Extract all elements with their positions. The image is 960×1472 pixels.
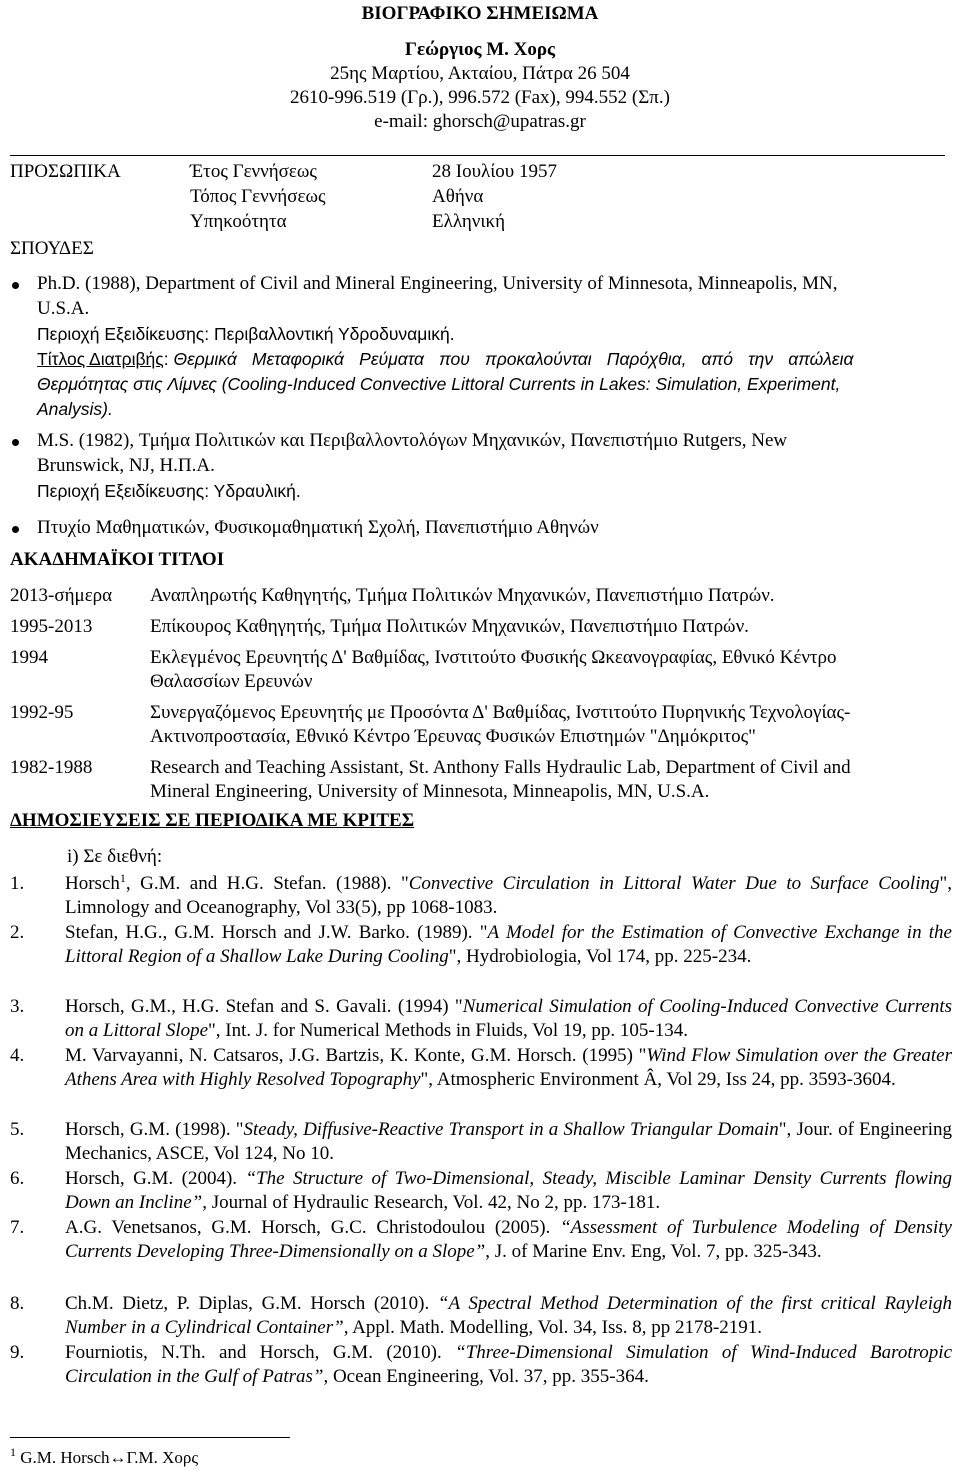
pub-source: , J. of Marine Env. Eng, Vol. 7, pp. 325-343. [485, 1241, 822, 1262]
phd-thesis-line-3: Analysis). [37, 399, 113, 419]
footnote-ref: 1 [119, 871, 126, 885]
pub-authors: Horsch, G.M. (1998). " [65, 1119, 244, 1140]
nationality-value: Ελληνική [432, 211, 506, 232]
publication-item [65, 1044, 952, 1092]
pub-number: 9. [10, 1342, 25, 1363]
phones: 2610-996.519 (Γρ.), 996.572 (Fax), 994.552 (Σπ.) [290, 87, 670, 108]
publication-item [65, 921, 952, 969]
publication-item [65, 995, 952, 1043]
pub-authors: M. Varvayanni, N. Catsaros, J.G. Bartzis, K. Konte, G.M. Horsch. (1995) " [65, 1045, 647, 1066]
publications-heading: ΔΗΜΟΣΙΕΥΣΕΙΣ ΣΕ ΠΕΡΙΟΔΙΚΑ ΜΕ ΚΡΙΤΕΣ [10, 810, 415, 831]
academic-position-cont: Ακτινοπροστασία, Εθνικό Κέντρο Έρευνας Φυσικών Επιστημών "Δημόκριτος" [150, 726, 756, 747]
bsc-line: Πτυχίο Μαθηματικών, Φυσικομαθηματική Σχολή, Πανεπιστήμιο Αθηνών [37, 517, 599, 538]
academic-position-cont: Θαλασσίων Ερευνών [150, 671, 313, 692]
pub-source: ", Int. J. for Numerical Methods in Fluids, Vol 19, pp. 105-134. [208, 1020, 688, 1041]
phd-thesis-line-1 [37, 347, 853, 371]
footnote-divider [10, 1437, 290, 1438]
academic-position: Αναπληρωτής Καθηγητής, Τμήμα Πολιτικών Μηχανικών, Πανεπιστήμιο Πατρών. [150, 585, 775, 606]
pub-number: 7. [10, 1217, 25, 1238]
pub-authors-rest: , G.M. and H.G. Stefan. (1988). " [125, 873, 409, 894]
pub-source: , Ocean Engineering, Vol. 37, pp. 355-364. [323, 1366, 649, 1387]
pub-title: “Assessment of Turbulence Modeling of Density Currents Developing Three-Dimensionally on a Slope” [65, 1217, 952, 1262]
ms-line-1: M.S. (1982), Τμήμα Πολιτικών και Περιβαλλοντολόγων Μηχανικών, Πανεπιστήμιο Rutgers, New [37, 430, 788, 451]
phd-line-2: U.S.A. [37, 298, 90, 319]
footnote-text: G.M. Horsch↔Γ.Μ. Χορς [20, 1448, 199, 1467]
academic-period: 1995-2013 [10, 616, 93, 637]
pub-title: “Three-Dimensional Simulation of Wind-Induced Barotropic Circulation in the Gulf of Patras” [65, 1342, 952, 1387]
academic-position: Εκλεγμένος Ερευνητής Δ' Βαθμίδας, Ινστιτούτο Φυσικής Ωκεανογραφίας, Εθνικό Κέντρο [150, 647, 837, 668]
footnote [10, 1446, 198, 1470]
pub-authors: Horsch [65, 873, 120, 894]
pub-number: 2. [10, 922, 25, 943]
person-name: Γεώργιος Μ. Χορς [404, 39, 556, 60]
academic-period: 1994 [10, 647, 48, 668]
bullet-icon [12, 282, 19, 289]
pub-number: 4. [10, 1045, 25, 1066]
publication-item [65, 1292, 952, 1340]
pub-source: ", Limnology and Oceanography, Vol 33(5), pp 1068-1083. [65, 873, 952, 918]
thesis-label: Τίτλος Διατριβής [37, 349, 164, 369]
academic-period: 1992-95 [10, 702, 74, 723]
pub-authors: Horsch, G.M. (2004). [65, 1168, 246, 1189]
birth-year-value: 28 Ιουλίου 1957 [432, 161, 557, 182]
ms-line-2: Brunswick, NJ, Η.Π.Α. [37, 455, 215, 476]
thesis-colon: : [163, 349, 169, 369]
publication-item [65, 1216, 952, 1264]
academic-position: Επίκουρος Καθηγητής, Τμήμα Πολιτικών Μηχανικών, Πανεπιστήμιο Πατρών. [150, 616, 749, 637]
pub-source: ", Hydrobiologia, Vol 174, pp. 225-234. [448, 946, 752, 967]
footnote-mark: 1 [10, 1445, 16, 1459]
personal-heading: ΠΡΟΣΩΠΙΚΑ [10, 161, 121, 182]
studies-heading: ΣΠΟΥΔΕΣ [10, 238, 94, 259]
pub-source: ", Atmospheric Environment Â, Vol 29, Iss 24, pp. 3593-3604. [420, 1069, 896, 1090]
pub-number: 5. [10, 1119, 25, 1140]
academic-period: 2013-σήμερα [10, 585, 113, 606]
pub-title: A Model for the Estimation of Convective Exchange in the Littoral Region of a Shallow Lake During Cooling [65, 922, 952, 967]
publications-subheading: i) Σε διεθνή: [67, 846, 163, 867]
pub-authors: A.G. Venetsanos, G.M. Horsch, G.C. Christodoulou (2005). [65, 1217, 561, 1238]
nationality-label: Υπηκοότητα [190, 211, 287, 232]
pub-title: Numerical Simulation of Cooling-Induced Convective Currents on a Littoral Slope [65, 996, 952, 1041]
pub-title: Convective Circulation in Littoral Water Due to Surface Cooling [408, 873, 940, 894]
pub-title: “The Structure of Two-Dimensional, Steady, Miscible Laminar Density Currents flowing Down an Incline” [65, 1168, 952, 1213]
pub-number: 8. [10, 1293, 25, 1314]
bullet-icon [12, 439, 19, 446]
pub-authors: Stefan, H.G., G.M. Horsch and J.W. Barko. (1989). " [65, 922, 488, 943]
pub-number: 6. [10, 1168, 25, 1189]
academic-position: Συνεργαζόμενος Ερευνητής με Προσόντα Δ' Βαθμίδας, Ινστιτούτο Πυρηνικής Τεχνολογίας- [150, 702, 851, 723]
bullet-icon [12, 526, 19, 533]
phd-specialization: Περιοχή Εξειδίκευσης: Περιβαλλοντική Υδροδυναμική. [37, 324, 455, 344]
pub-title: Wind Flow Simulation over the Greater Athens Area with Highly Resolved Topography [65, 1045, 952, 1090]
email: e-mail: ghorsch@upatras.gr [374, 111, 586, 132]
birth-place-value: Αθήνα [432, 186, 484, 207]
address: 25ης Μαρτίου, Ακταίου, Πάτρα 26 504 [330, 63, 630, 84]
publication-item [65, 872, 952, 920]
thesis-title-1: Θερμικά Μεταφορικά Ρεύματα που προκαλούνται Παρόχθια, από την απώλεια [173, 349, 854, 369]
academic-position-cont: Mineral Engineering, University of Minnesota, Minneapolis, MN, U.S.A. [150, 781, 710, 802]
document-title: ΒΙΟΓΡΑΦΙΚΟ ΣΗΜΕΙΩΜΑ [361, 3, 599, 24]
pub-source: , Appl. Math. Modelling, Vol. 34, Iss. 8, pp 2178-2191. [343, 1317, 763, 1338]
pub-authors: Fourniotis, N.Th. and Horsch, G.M. (2010). [65, 1342, 456, 1363]
academic-position: Research and Teaching Assistant, St. Anthony Falls Hydraulic Lab, Department of Civil and [150, 757, 851, 778]
publication-item [65, 1167, 952, 1215]
publication-item [65, 1118, 952, 1166]
pub-source: ", Jour. of Engineering Mechanics, ASCE, Vol 124, No 10. [65, 1119, 952, 1164]
phd-thesis-line-2: Θερμότητας στις Λίμνες (Cooling-Induced Convective Littoral Currents in Lakes: Simulation, Experiment, [37, 374, 841, 394]
pub-title: “A Spectral Method Determination of the first critical Rayleigh Number in a Cylindrical Container” [65, 1293, 952, 1338]
birth-place-label: Τόπος Γεννήσεως [190, 186, 326, 207]
pub-authors: Ch.M. Dietz, P. Diplas, G.M. Horsch (2010). [65, 1293, 438, 1314]
ms-specialization: Περιοχή Εξειδίκευσης: Υδραυλική. [37, 481, 301, 501]
pub-authors: Horsch, G.M., H.G. Stefan and S. Gavali. (1994) " [65, 996, 463, 1017]
pub-source: , Journal of Hydraulic Research, Vol. 42, No 2, pp. 173-181. [202, 1192, 661, 1213]
pub-number: 1. [10, 873, 25, 894]
pub-number: 3. [10, 996, 25, 1017]
publication-item [65, 1341, 952, 1389]
pub-title: Steady, Diffusive-Reactive Transport in a Shallow Triangular Domain [243, 1119, 779, 1140]
phd-line-1: Ph.D. (1988), Department of Civil and Mineral Engineering, University of Minnesota, Minneapolis, MN, [37, 273, 838, 294]
birth-year-label: Έτος Γεννήσεως [190, 161, 317, 182]
header-divider [10, 155, 945, 156]
academic-heading: ΑΚΑΔΗΜΑΪΚΟΙ ΤΙΤΛΟΙ [10, 549, 225, 570]
academic-period: 1982-1988 [10, 757, 93, 778]
